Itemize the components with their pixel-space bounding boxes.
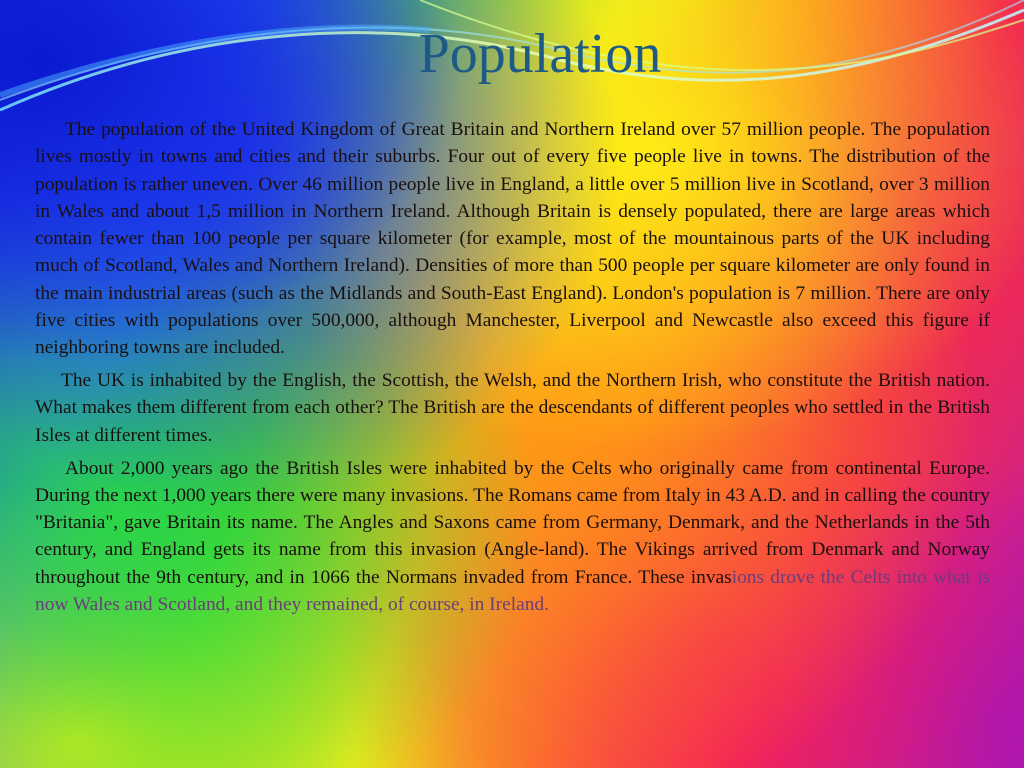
paragraph-british-nation: The UK is inhabited by the English, the Scottish, the Welsh, and the Northern Irish, who constitute the British nation. What makes them different from each other? The British are the descendants of different peoples who settled in the British Isles at different times. <box>35 370 990 446</box>
slide-body <box>35 116 990 624</box>
paragraph-history-faded: ions drove the Celts into what is now Wales and Scotland, and they remained, of course, in Ireland. <box>35 566 990 616</box>
paragraph-history-main: About 2,000 years ago the British Isles were inhabited by the Celts who originally came from continental Europe. During the next 1,000 years there were many invasions. The Romans came from Italy in 43 A.D. and in calling the country "Britania", gave Britain its name. The Angles and Saxons came from Germany, Denmark, and the Netherlands in the 5th century, and England gets its name from this invasion (Angle-land). The Vikings arrived from Denmark and Norway throughout the 9th century, and in 1066 the Normans invaded from France. These invas <box>35 457 990 588</box>
paragraph-population-overview: The population of the United Kingdom of Great Britain and Northern Ireland over 57 million people. The population lives mostly in towns and cities and their suburbs. Four out of every five people live in towns. The distribution of the population is rather uneven. Over 46 million people live in England, a little over 5 million live in Scotland, over 3 million in Wales and about 1,5 million in Northern Ireland. Although Britain is densely populated, there are large areas which contain fewer than 100 people per square kilometer (for example, most of the mountainous parts of the UK including much of Scotland, Wales and Northern Ireland). Densities of more than 500 people per square kilometer are only found in the main industrial areas (such as the Midlands and South-East England). London's population is 7 million. There are only five cities with populations over 500,000, although Manchester, Liverpool and Newcastle also exceed this figure if neighboring towns are included. <box>35 119 990 359</box>
slide-title: Population <box>418 23 662 85</box>
paragraph-history <box>35 455 990 619</box>
